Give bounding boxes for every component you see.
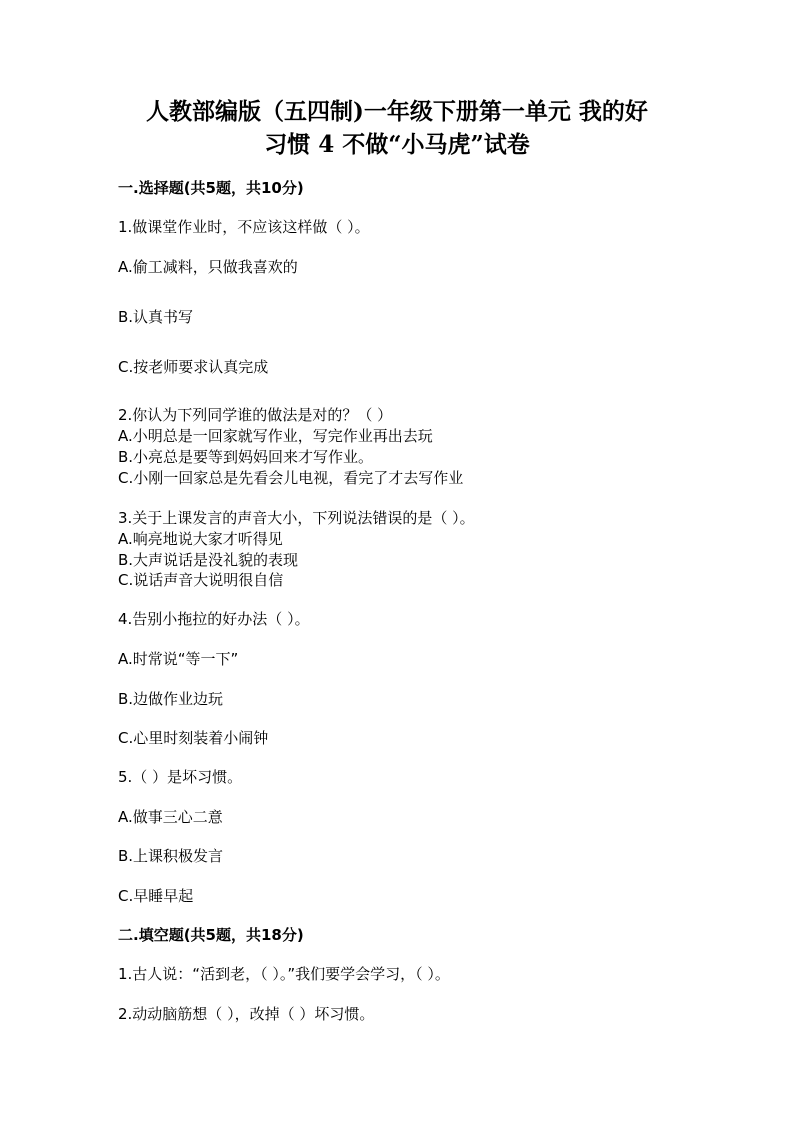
question-4-option-a: A.时常说“等一下” [118,650,239,668]
fill-blank-question-1: 1.古人说：“活到老，（ ）。”我们要学会学习，（ ）。 [118,965,450,983]
question-1-option-a: A.偷工减料，只做我喜欢的 [118,258,298,276]
question-3-stem: 3.关于上课发言的声音大小，下列说法错误的是（ ）。 [118,509,475,527]
section-heading-multiple-choice: 一.选择题(共5题，共10分) [118,179,304,197]
question-5-option-a: A.做事三心二意 [118,808,223,826]
question-5-stem: 5.（ ）是坏习惯。 [118,768,243,786]
section-heading-fill-in-the-blank: 二.填空题(共5题，共18分) [118,926,304,944]
exam-title-line-2: 习惯 4 不做“小马虎”试卷 [264,131,530,158]
question-5-option-b: B.上课积极发言 [118,847,224,865]
question-4-option-b: B.边做作业边玩 [118,690,224,708]
question-1-option-b: B.认真书写 [118,308,194,326]
question-3-option-c: C.说话声音大说明很自信 [118,571,284,589]
question-1-stem: 1.做课堂作业时，不应该这样做（ ）。 [118,218,370,236]
question-2-option-c: C.小刚一回家总是先看会儿电视，看完了才去写作业 [118,469,464,487]
fill-blank-question-2: 2.动动脑筋想（ ），改掉（ ）坏习惯。 [118,1005,375,1023]
question-3-option-a: A.响亮地说大家才听得见 [118,530,283,548]
question-3-option-b: B.大声说话是没礼貌的表现 [118,551,299,569]
question-5-option-c: C.早睡早起 [118,887,194,905]
question-2-option-a: A.小明总是一回家就写作业，写完作业再出去玩 [118,427,433,445]
question-1-option-c: C.按老师要求认真完成 [118,358,269,376]
question-4-option-c: C.心里时刻装着小闹钟 [118,729,269,747]
question-4-stem: 4.告别小拖拉的好办法（ ）。 [118,610,310,628]
question-2-stem: 2.你认为下列同学谁的做法是对的？（ ） [118,406,393,424]
exam-title-line-1: 人教部编版（五四制)一年级下册第一单元 我的好 [146,98,648,125]
question-2-option-b: B.小亮总是要等到妈妈回来才写作业。 [118,448,374,466]
